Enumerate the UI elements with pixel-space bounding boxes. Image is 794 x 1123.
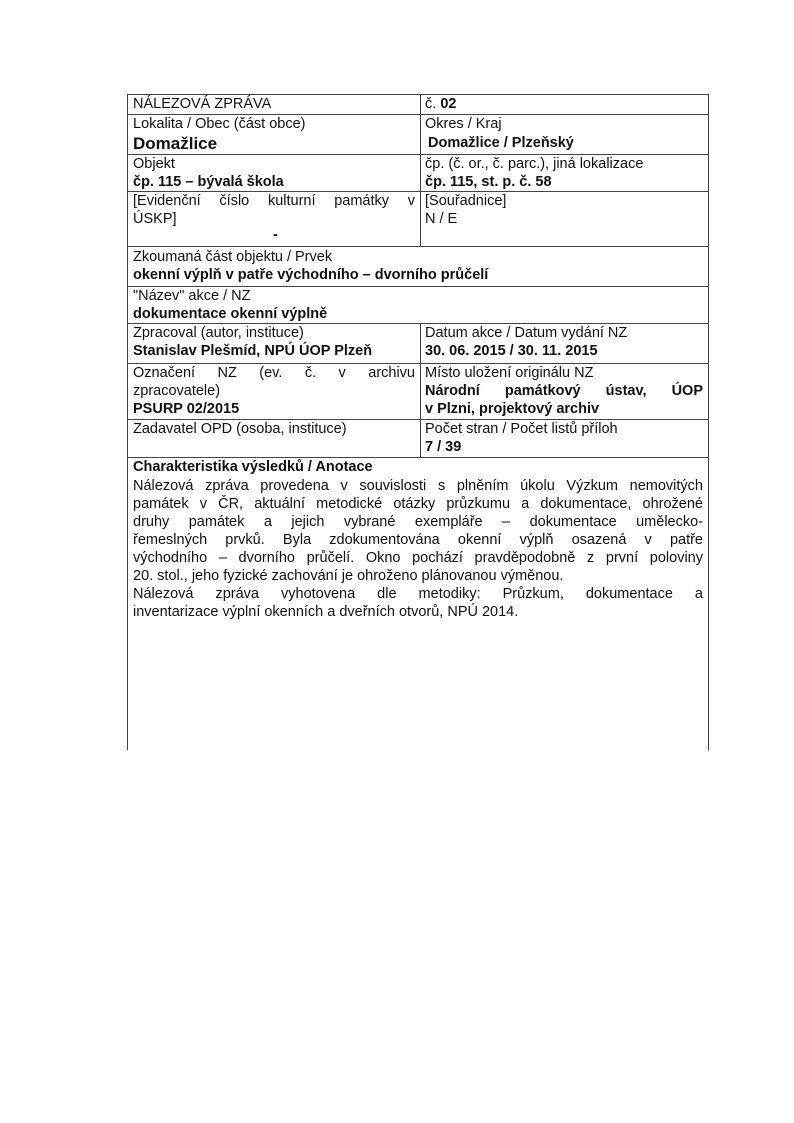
date-value: 30. 06. 2015 / 30. 11. 2015: [425, 343, 598, 359]
object-label: Objekt: [133, 156, 175, 172]
client-label: Zadavatel OPD (osoba, instituce): [133, 421, 347, 437]
form-border-right: [708, 94, 709, 750]
column-divider: [420, 94, 421, 246]
designation-value: PSURP 02/2015: [133, 401, 240, 417]
coords-value: N / E: [425, 211, 458, 227]
row-divider: [127, 114, 709, 115]
row-divider: [127, 419, 709, 420]
storage-line1: Národní památkový ústav, ÚOP: [425, 383, 703, 399]
storage-label: Místo uložení originálu NZ: [425, 365, 594, 381]
annotation-line: Nálezová zpráva provedena v souvislosti s plněním úkolu Výzkum nemovitých: [133, 478, 703, 494]
part-value: okenní výplň v patře východního – dvorního průčelí: [133, 267, 489, 283]
report-number: [425, 96, 456, 113]
lokalizace-value: čp. 115, st. p. č. 58: [425, 174, 552, 190]
row-divider: [127, 246, 709, 247]
location-label: Lokalita / Obec (část obce): [133, 116, 306, 132]
register-label-line1: [Evidenční číslo kulturní památky v: [133, 193, 415, 209]
district-value: Domažlice / Plzeňský: [428, 135, 574, 151]
report-form: [127, 94, 709, 750]
report-number-value: 02: [440, 96, 457, 112]
pages-label: Počet stran / Počet listů příloh: [425, 421, 618, 437]
column-divider: [420, 323, 421, 457]
annotation-line: druhy památek a jejich vybrané exempláře – dokumentace umělecko-: [133, 514, 703, 530]
annotation-line: východního – dvorního průčelí. Okno pochází pravděpodobně z první poloviny: [133, 550, 703, 566]
row-divider: [127, 94, 709, 95]
row-divider: [127, 191, 709, 192]
part-label: Zkoumaná část objektu / Prvek: [133, 249, 333, 265]
annotation-line: inventarizace výplní okenních a dveřních otvorů, NPÚ 2014.: [133, 604, 519, 620]
form-border-left: [127, 94, 128, 750]
register-value: -: [273, 227, 278, 243]
pages-value: 7 / 39: [425, 439, 462, 455]
author-value: Stanislav Plešmíd, NPÚ ÚOP Plzeň: [133, 343, 373, 359]
date-label: Datum akce / Datum vydání NZ: [425, 325, 628, 341]
row-divider: [127, 457, 709, 458]
report-number-prefix: č.: [425, 96, 437, 112]
row-divider: [127, 363, 709, 364]
report-title-label: NÁLEZOVÁ ZPRÁVA: [133, 96, 272, 112]
row-divider: [127, 323, 709, 324]
annotation-line: památek v ČR, aktuální metodické otázky průzkumu a dokumentace, ohrožené: [133, 496, 703, 512]
annotation-text: [133, 477, 703, 621]
action-value: dokumentace okenní výplně: [133, 306, 328, 322]
annotation-line: řemeslných prvků. Byla zdokumentována okenní výplň osazená v patře: [133, 532, 703, 548]
district-label: Okres / Kraj: [425, 116, 502, 132]
storage-line2: v Plzni, projektový archiv: [425, 401, 600, 417]
designation-label-line2: zpracovatele): [133, 383, 221, 399]
annotation-heading: Charakteristika výsledků / Anotace: [133, 459, 373, 475]
author-label: Zpracoval (autor, instituce): [133, 325, 304, 341]
annotation-line: 20. stol., jeho fyzické zachování je ohroženo plánovanou výměnou.: [133, 568, 564, 584]
annotation-line: Nálezová zpráva vyhotovena dle metodiky: Průzkum, dokumentace a: [133, 586, 703, 602]
row-divider: [127, 286, 709, 287]
register-label-line2: ÚSKP]: [133, 211, 177, 227]
location-value: Domažlice: [133, 134, 218, 153]
action-label: "Název" akce / NZ: [133, 288, 251, 304]
coords-label: [Souřadnice]: [425, 193, 507, 209]
designation-label-line1: Označení NZ (ev. č. v archivu: [133, 365, 415, 381]
object-value: čp. 115 – bývalá škola: [133, 174, 284, 190]
lokalizace-label: čp. (č. or., č. parc.), jiná lokalizace: [425, 156, 644, 172]
row-divider: [127, 154, 709, 155]
